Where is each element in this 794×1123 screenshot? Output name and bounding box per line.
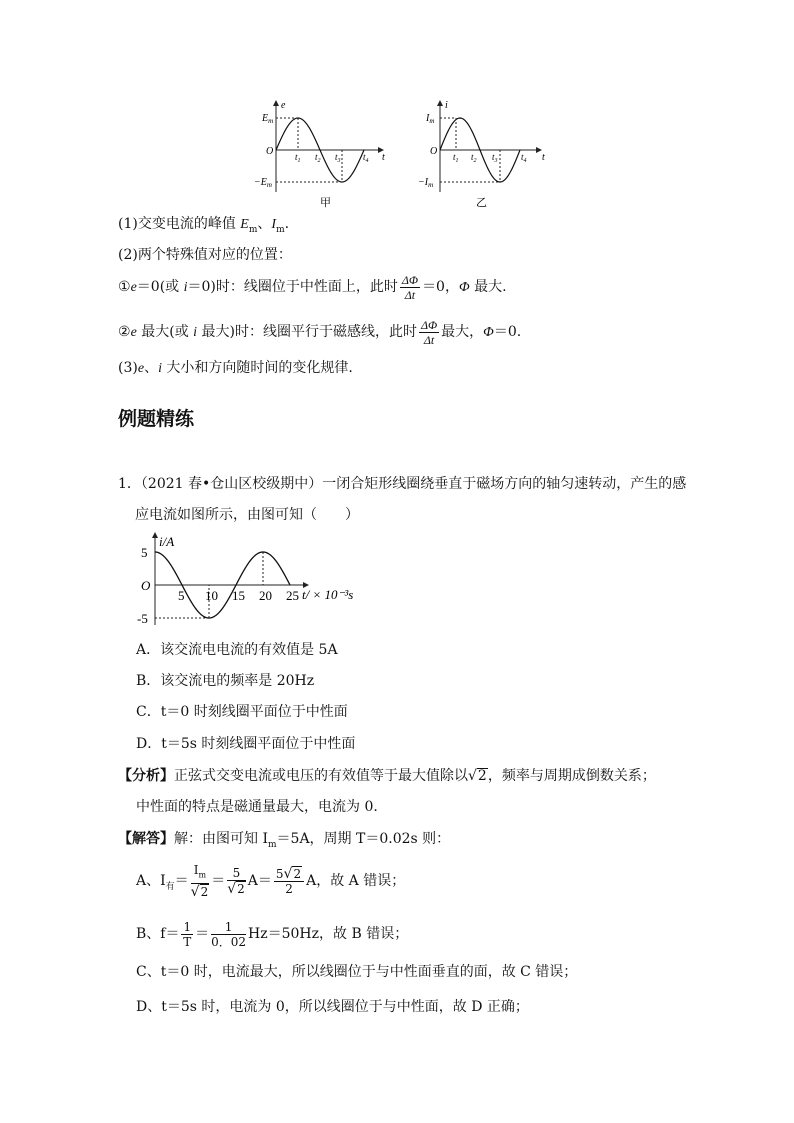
yi-tick-t3: $t_3$ — [492, 152, 498, 164]
option-a[interactable]: A．该交流电电流的有效值是 5A — [136, 642, 338, 658]
current-chart — [135, 530, 375, 630]
jia-y-label: e — [281, 100, 286, 111]
chart-x-tick-label: 10 — [205, 588, 218, 603]
figure-yi — [418, 98, 558, 210]
jia-tick-t1: $t_1$ — [295, 152, 301, 164]
solution-tag: 【解答】 — [118, 831, 174, 847]
yi-max-label: $I_m$ — [426, 113, 435, 125]
chart-origin: O — [141, 578, 151, 593]
analysis-line1: 【分析】正弦式交变电流或电压的有效值等于最大值除以√2，频率与周期成倒数关系； — [118, 768, 656, 784]
chart-y-label: i/A — [159, 534, 175, 549]
chart-x-tick-label: 25 — [286, 588, 299, 603]
chart-y-tick-label: 5 — [141, 545, 148, 560]
option-c[interactable]: C．t＝0 时刻线圈平面位于中性面 — [136, 704, 348, 720]
yi-tick-t4: $t_4$ — [521, 152, 527, 164]
jia-y-arrow — [273, 100, 279, 106]
chart-x-tick-label: 5 — [178, 588, 185, 603]
option-b[interactable]: B．该交流电的频率是 20Hz — [136, 673, 315, 689]
chart-x-label: t/ × 10⁻³s — [302, 587, 354, 602]
yi-origin: O — [430, 146, 438, 157]
jia-max-label: $E_m$ — [262, 113, 274, 125]
yi-min-label: $-I_m$ — [418, 177, 434, 189]
solution-option-d: D、t＝5s 时，电流为 0，所以线圈位于与中性面，故 D 正确； — [136, 999, 529, 1015]
chart-y-arrow — [152, 532, 158, 538]
solution-option-c: C、t＝0 时，电流最大，所以线圈位于与中性面垂直的面，故 C 错误； — [136, 964, 578, 980]
figure-jia — [250, 98, 390, 210]
jia-tick-t3: $t_3$ — [335, 152, 341, 164]
note-neutral-plane: ①e＝0(或 i＝0)时：线圈位于中性面上，此时 $\frac{\Delta\Phi}{\Delta t}$ ＝0，Φ 最大. — [118, 272, 507, 302]
analysis-line2: 中性面的特点是磁通量最大，电流为 0. — [136, 799, 378, 815]
analysis-tag: 【分析】 — [118, 768, 174, 784]
section-title: 例题精练 — [118, 408, 195, 430]
solution-intro: 【解答】解：由图可知 $I_m=5A$，周期 T＝0.02s 则： — [118, 831, 451, 850]
jia-min-label: $-E_m$ — [254, 177, 272, 189]
note-variation: (3)e、i 大小和方向随时间的变化规律. — [118, 360, 353, 376]
question-stem-line1: 1．（2021 春•仓山区校级期中）一闭合矩形线圈绕垂直于磁场方向的轴匀速转动，产生的感 — [118, 476, 687, 492]
flux-rate-fraction: $\frac{\Delta\Phi}{\Delta t}$ — [401, 272, 419, 302]
flux-rate-fraction-2: $\frac{\Delta\Phi}{\Delta t}$ — [420, 317, 438, 347]
jia-x-label: t — [382, 152, 385, 163]
jia-tick-t2: $t_2$ — [315, 152, 321, 164]
yi-tick-t2: $t_2$ — [471, 152, 477, 164]
yi-tick-t1: $t_1$ — [453, 152, 459, 164]
jia-caption: 甲 — [320, 197, 331, 209]
jia-tick-t4: $t_4$ — [363, 152, 369, 164]
solution-option-a: A、$I_有=$ $\frac{I_m}{√2}$ ＝ $\frac{5}{√2}$ A＝ $\frac{5√2}{2}$ A，故 A 错误； — [136, 863, 406, 900]
note-parallel-plane: ②e 最大(或 i 最大)时：线圈平行于磁感线，此时 $\frac{\Delta\Phi}{\Delta t}$ 最大，Φ＝0. — [118, 317, 522, 347]
note-peak: (1)交变电流的峰值 $E_m$、$I_m$. — [118, 216, 290, 235]
note-special-values: (2)两个特殊值对应的位置： — [118, 247, 292, 263]
yi-y-label: i — [445, 100, 448, 111]
jia-origin: O — [266, 146, 274, 157]
yi-x-label: t — [542, 152, 545, 163]
chart-x-tick-label: 20 — [259, 588, 272, 603]
chart-x-tick-label: 15 — [232, 588, 245, 603]
yi-y-arrow — [437, 100, 443, 106]
yi-caption: 乙 — [476, 197, 487, 209]
question-stem-line2: 应电流如图所示，由图可知（ ） — [135, 507, 359, 523]
solution-option-b: B、f＝ $\frac{1}{T}$ ＝ $\frac{1}{0.02}$ Hz＝50Hz，故 B 错误； — [136, 919, 409, 949]
option-d[interactable]: D．t＝5s 时刻线圈平面位于中性面 — [136, 736, 356, 752]
chart-y-tick-label: -5 — [137, 611, 148, 626]
